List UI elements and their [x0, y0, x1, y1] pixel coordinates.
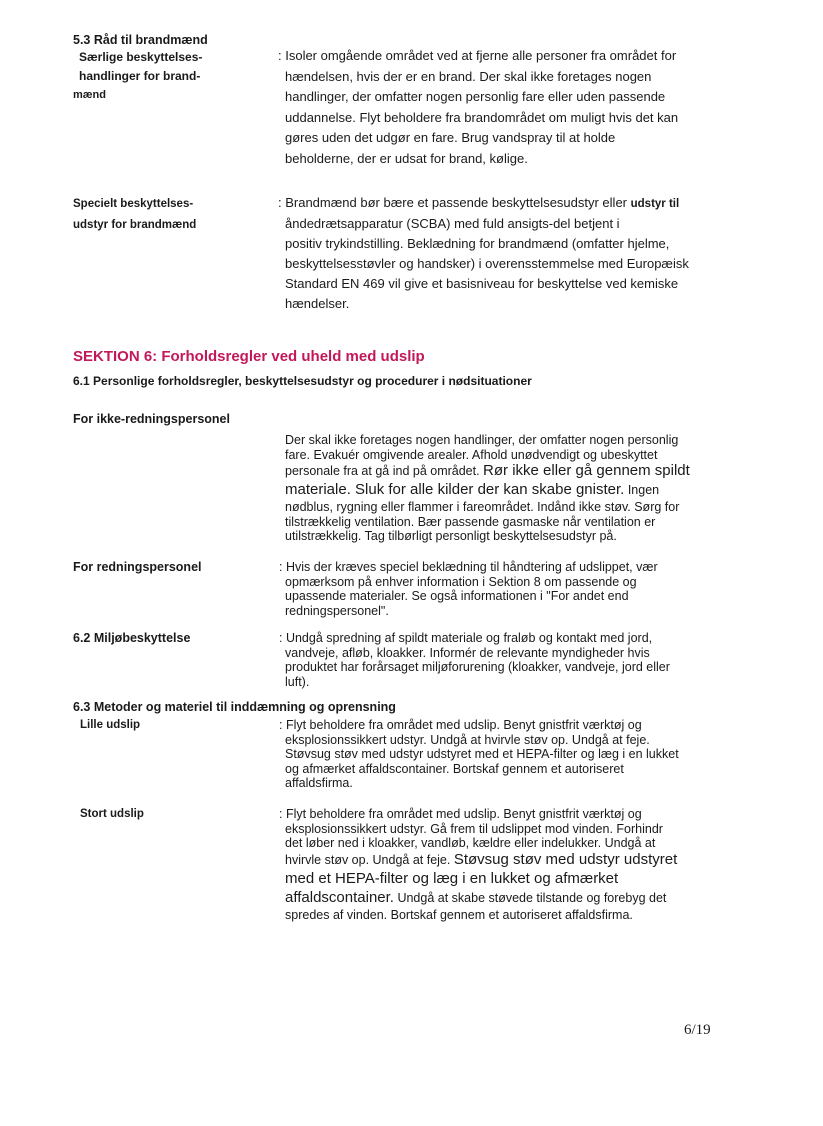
section-6-title: SEKTION 6: Forholdsregler ved uheld med udslip: [73, 348, 425, 365]
special-measures-text: : Isoler omgående området ved at fjerne alle personer fra området for hændelsen, hvis der er en brand. Der skal ikke foretages nogen handlinger, der omfatter nogen personlig fare eller uden passende uddannelse. Flyt beholdere fra brandområdet om muligt hvis det kan gøres uden det udgør en fare. Brug vandspray til at holde beholderne, der er udsat for brand, kølige.: [278, 48, 679, 166]
special-measures-label: Særlige beskyttelses- handlinger for brand- mænd: [73, 50, 203, 101]
small-spill-text: : Flyt beholdere fra området med udslip. Benyt gnistfrit værktøj og eksplosionssikkert udstyr. Undgå at hvirvle støv op. Undgå at feje. Støvsug støv med udstyr udstyret med et HEPA-filter og læg i en lukket og afmærket affaldscontainer. Bortskaf gennem et autoriseret affaldsfirma.: [279, 718, 679, 791]
special-equipment-text: : Brandmænd bør bære et passende beskyttelsesudstyr eller udstyr til åndedrætsapparatur (SCBA) med fuld ansigts-del betjent i positiv trykindstilling. Beklædning for brandmænd (omfatter hjelme, beskyttelsesstøvler og handsker) i overensstemmelse med Europæisk Standard EN 469 vil give et basisniveau for beskyttelse ved kemiske hændelser.: [278, 195, 689, 311]
rescue-text: : Hvis der kræves speciel beklædning til håndtering af udslippet, vær opmærksom på enhver information i Sektion 8 om passende og upassende materialer. Se også informationen i "For andet end redningspersonel".: [279, 560, 658, 618]
rescue-label: For redningspersonel: [73, 560, 202, 574]
section-5-3-heading: 5.3 Råd til brandmænd: [73, 33, 208, 47]
section-6-1-heading: 6.1 Personlige forholdsregler, beskyttelsesudstyr og procedurer i nødsituationer: [73, 374, 532, 388]
special-equipment-label: Specielt beskyttelses- udstyr for brandmænd: [73, 198, 197, 231]
large-spill-label: Stort udslip: [80, 808, 144, 820]
environment-label: 6.2 Miljøbeskyttelse: [73, 631, 191, 645]
non-rescue-text: Der skal ikke foretages nogen handlinger, der omfatter nogen personlig fare. Evakuér omgivende arealer. Afhold unødvendigt og ubeskyttet personale fra at gå ind på området. Rør ikke eller gå gennem spildt materiale. Sluk for alle kilder der kan skabe gnister. Ingen nødblus, rygning eller flammer i fareområdet. Indånd ikke støv. Sørg for tilstrækkelig ventilation. Bær passende gasmaske når ventilation er utilstrækkelig. Tag tilbørligt personligt beskyttelsesudstyr på.: [285, 433, 690, 544]
section-6-3-heading: 6.3 Metoder og materiel til inddæmning og oprensning: [73, 700, 396, 714]
environment-text: : Undgå spredning af spildt materiale og fraløb og kontakt med jord, vandveje, afløb, kloakker. Informér de relevante myndigheder hvis produktet har forårsaget miljøforurening (kloakker, vandveje, jord eller luft).: [279, 631, 670, 689]
page-number: 6/19: [684, 1022, 711, 1038]
large-spill-text: : Flyt beholdere fra området med udslip. Benyt gnistfrit værktøj og eksplosionssikkert udstyr. Gå frem til udslippet mod vinden. Forhindr det løber ned i kloakker, vandløb, kældre eller indelukker. Undgå at hvirvle støv op. Undgå at feje. Støvsug støv med udstyr udstyret med et HEPA-filter og læg i en lukket og afmærket affaldscontainer. Undgå at skabe støvede tilstande og forebyg det spredes af vinden. Bortskaf gennem et autoriseret affaldsfirma.: [279, 807, 678, 922]
non-rescue-label: For ikke-redningspersonel: [73, 412, 230, 426]
small-spill-label: Lille udslip: [80, 719, 141, 731]
